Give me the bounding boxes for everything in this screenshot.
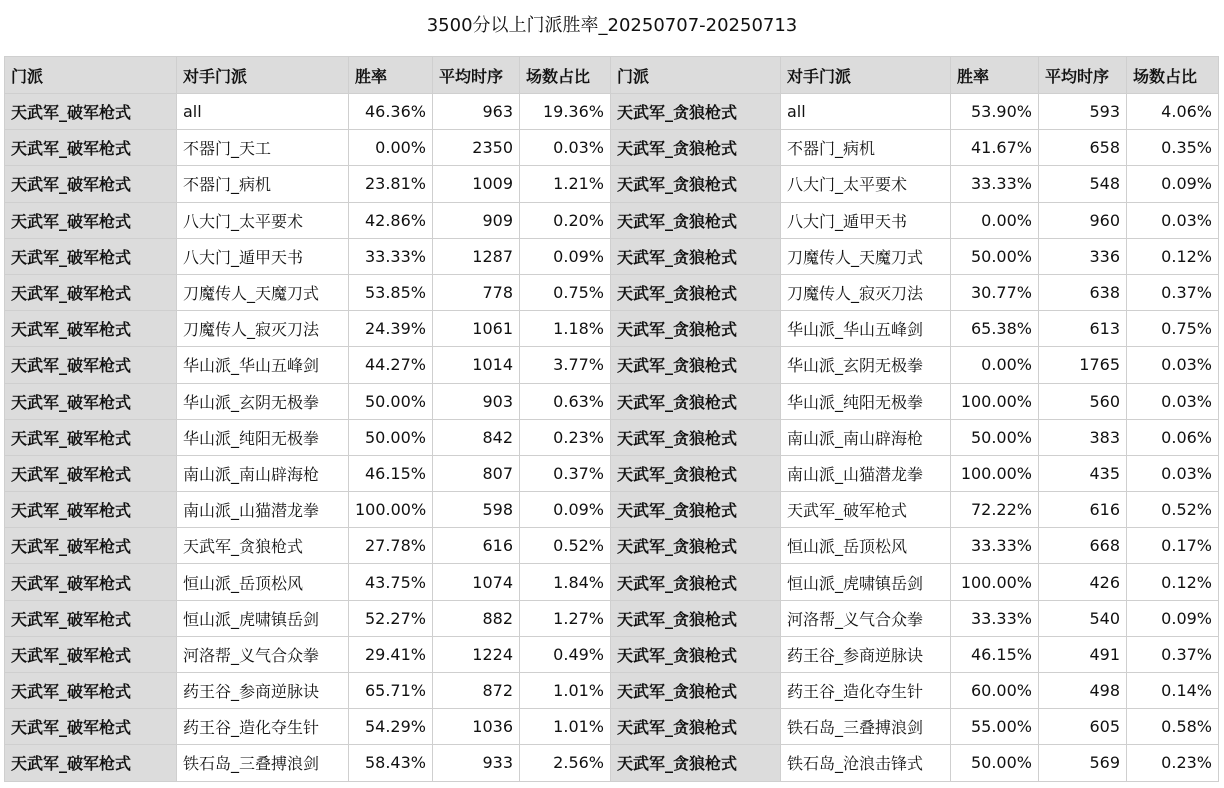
avg-time-cell[interactable]: 593 (1039, 94, 1127, 130)
avg-time-cell[interactable]: 491 (1039, 636, 1127, 672)
column-header[interactable]: 平均时序 (433, 57, 520, 94)
school-cell[interactable]: 天武军_破军枪式 (5, 673, 177, 709)
match-share-cell[interactable]: 0.37% (1127, 274, 1219, 310)
winrate-cell[interactable]: 23.81% (349, 166, 433, 202)
school-cell[interactable]: 天武军_贪狼枪式 (611, 347, 781, 383)
column-header[interactable]: 门派 (5, 57, 177, 94)
table-row (5, 166, 1219, 202)
avg-time-cell[interactable]: 540 (1039, 600, 1127, 636)
avg-time-cell[interactable]: 909 (433, 202, 520, 238)
header-row (5, 57, 1219, 94)
winrate-cell[interactable]: 50.00% (349, 383, 433, 419)
opponent-cell[interactable]: 华山派_玄阴无极拳 (781, 347, 951, 383)
match-share-cell[interactable]: 0.03% (1127, 347, 1219, 383)
school-cell[interactable]: 天武军_贪狼枪式 (611, 383, 781, 419)
avg-time-cell[interactable]: 658 (1039, 130, 1127, 166)
school-cell[interactable]: 天武军_贪狼枪式 (611, 492, 781, 528)
match-share-cell[interactable]: 0.52% (1127, 492, 1219, 528)
match-share-cell[interactable]: 2.56% (520, 745, 611, 781)
school-cell[interactable]: 天武军_破军枪式 (5, 455, 177, 491)
opponent-cell[interactable]: 不器门_天工 (177, 130, 349, 166)
opponent-cell[interactable]: all (781, 94, 951, 130)
opponent-cell[interactable]: 铁石岛_沧浪击锋式 (781, 745, 951, 781)
school-cell[interactable]: 天武军_贪狼枪式 (611, 636, 781, 672)
match-share-cell[interactable]: 0.12% (1127, 564, 1219, 600)
avg-time-cell[interactable]: 960 (1039, 202, 1127, 238)
avg-time-cell[interactable]: 933 (433, 745, 520, 781)
opponent-cell[interactable]: 药王谷_造化夺生针 (177, 709, 349, 745)
table-row (5, 311, 1219, 347)
opponent-cell[interactable]: 刀魔传人_天魔刀式 (781, 238, 951, 274)
school-cell[interactable]: 天武军_破军枪式 (5, 745, 177, 781)
match-share-cell[interactable]: 0.58% (1127, 709, 1219, 745)
avg-time-cell[interactable]: 569 (1039, 745, 1127, 781)
school-cell[interactable]: 天武军_贪狼枪式 (611, 202, 781, 238)
avg-time-cell[interactable]: 778 (433, 274, 520, 310)
avg-time-cell[interactable]: 842 (433, 419, 520, 455)
winrate-cell[interactable]: 58.43% (349, 745, 433, 781)
opponent-cell[interactable]: 河洛帮_义气合众拳 (177, 636, 349, 672)
winrate-cell[interactable]: 33.33% (951, 600, 1039, 636)
school-cell[interactable]: 天武军_贪狼枪式 (611, 745, 781, 781)
school-cell[interactable]: 天武军_破军枪式 (5, 130, 177, 166)
winrate-cell[interactable]: 0.00% (951, 202, 1039, 238)
opponent-cell[interactable]: 河洛帮_义气合众拳 (781, 600, 951, 636)
avg-time-cell[interactable]: 598 (433, 492, 520, 528)
opponent-cell[interactable]: 恒山派_虎啸镇岳剑 (781, 564, 951, 600)
avg-time-cell[interactable]: 963 (433, 94, 520, 130)
winrate-cell[interactable]: 53.85% (349, 274, 433, 310)
column-header[interactable]: 门派 (611, 57, 781, 94)
winrate-cell[interactable]: 41.67% (951, 130, 1039, 166)
column-header[interactable]: 场数占比 (1127, 57, 1219, 94)
opponent-cell[interactable]: 不器门_病机 (781, 130, 951, 166)
match-share-cell[interactable]: 0.63% (520, 383, 611, 419)
table-row (5, 130, 1219, 166)
school-cell[interactable]: 天武军_破军枪式 (5, 347, 177, 383)
column-header[interactable]: 胜率 (349, 57, 433, 94)
avg-time-cell[interactable]: 638 (1039, 274, 1127, 310)
avg-time-cell[interactable]: 435 (1039, 455, 1127, 491)
avg-time-cell[interactable]: 498 (1039, 673, 1127, 709)
winrate-cell[interactable]: 100.00% (349, 492, 433, 528)
match-share-cell[interactable]: 0.09% (520, 492, 611, 528)
winrate-cell[interactable]: 72.22% (951, 492, 1039, 528)
table-row (5, 202, 1219, 238)
school-cell[interactable]: 天武军_贪狼枪式 (611, 419, 781, 455)
match-share-cell[interactable]: 0.03% (1127, 383, 1219, 419)
winrate-cell[interactable]: 55.00% (951, 709, 1039, 745)
match-share-cell[interactable]: 19.36% (520, 94, 611, 130)
match-share-cell[interactable]: 0.09% (520, 238, 611, 274)
school-cell[interactable]: 天武军_破军枪式 (5, 564, 177, 600)
match-share-cell[interactable]: 1.84% (520, 564, 611, 600)
winrate-cell[interactable]: 43.75% (349, 564, 433, 600)
school-cell[interactable]: 天武军_破军枪式 (5, 383, 177, 419)
table-row (5, 492, 1219, 528)
avg-time-cell[interactable]: 807 (433, 455, 520, 491)
table-row (5, 238, 1219, 274)
opponent-cell[interactable]: 八大门_太平要术 (781, 166, 951, 202)
opponent-cell[interactable]: 华山派_纯阳无极拳 (781, 383, 951, 419)
winrate-cell[interactable]: 33.33% (951, 528, 1039, 564)
table-row (5, 94, 1219, 130)
match-share-cell[interactable]: 0.14% (1127, 673, 1219, 709)
avg-time-cell[interactable]: 605 (1039, 709, 1127, 745)
avg-time-cell[interactable]: 882 (433, 600, 520, 636)
avg-time-cell[interactable]: 613 (1039, 311, 1127, 347)
opponent-cell[interactable]: 铁石岛_三叠搏浪剑 (177, 745, 349, 781)
opponent-cell[interactable]: 恒山派_岳顶松风 (177, 564, 349, 600)
avg-time-cell[interactable]: 1287 (433, 238, 520, 274)
winrate-cell[interactable]: 50.00% (951, 745, 1039, 781)
match-share-cell[interactable]: 0.20% (520, 202, 611, 238)
match-share-cell[interactable]: 0.37% (1127, 636, 1219, 672)
avg-time-cell[interactable]: 1036 (433, 709, 520, 745)
winrate-cell[interactable]: 100.00% (951, 383, 1039, 419)
school-cell[interactable]: 天武军_贪狼枪式 (611, 673, 781, 709)
opponent-cell[interactable]: 南山派_南山辟海枪 (177, 455, 349, 491)
winrate-cell[interactable]: 0.00% (951, 347, 1039, 383)
school-cell[interactable]: 天武军_破军枪式 (5, 166, 177, 202)
match-share-cell[interactable]: 0.09% (1127, 600, 1219, 636)
column-header[interactable]: 场数占比 (520, 57, 611, 94)
match-share-cell[interactable]: 1.01% (520, 709, 611, 745)
opponent-cell[interactable]: 华山派_华山五峰剑 (781, 311, 951, 347)
winrate-cell[interactable]: 65.38% (951, 311, 1039, 347)
winrate-cell[interactable]: 27.78% (349, 528, 433, 564)
school-cell[interactable]: 天武军_破军枪式 (5, 709, 177, 745)
winrate-cell[interactable]: 60.00% (951, 673, 1039, 709)
column-header[interactable]: 对手门派 (177, 57, 349, 94)
school-cell[interactable]: 天武军_破军枪式 (5, 238, 177, 274)
column-header[interactable]: 平均时序 (1039, 57, 1127, 94)
school-cell[interactable]: 天武军_贪狼枪式 (611, 709, 781, 745)
table-row (5, 419, 1219, 455)
avg-time-cell[interactable]: 903 (433, 383, 520, 419)
opponent-cell[interactable]: 南山派_山猫潜龙拳 (177, 492, 349, 528)
table-row (5, 455, 1219, 491)
school-cell[interactable]: 天武军_破军枪式 (5, 202, 177, 238)
winrate-cell[interactable]: 100.00% (951, 455, 1039, 491)
column-header[interactable]: 对手门派 (781, 57, 951, 94)
winrate-cell[interactable]: 46.15% (349, 455, 433, 491)
avg-time-cell[interactable]: 383 (1039, 419, 1127, 455)
match-share-cell[interactable]: 0.17% (1127, 528, 1219, 564)
school-cell[interactable]: 天武军_破军枪式 (5, 528, 177, 564)
match-share-cell[interactable]: 0.52% (520, 528, 611, 564)
school-cell[interactable]: 天武军_破军枪式 (5, 94, 177, 130)
school-cell[interactable]: 天武军_破军枪式 (5, 600, 177, 636)
opponent-cell[interactable]: 南山派_南山辟海枪 (781, 419, 951, 455)
table-row (5, 564, 1219, 600)
table-row (5, 673, 1219, 709)
school-cell[interactable]: 天武军_破军枪式 (5, 492, 177, 528)
match-share-cell[interactable]: 1.18% (520, 311, 611, 347)
school-cell[interactable]: 天武军_破军枪式 (5, 311, 177, 347)
school-cell[interactable]: 天武军_贪狼枪式 (611, 600, 781, 636)
avg-time-cell[interactable]: 668 (1039, 528, 1127, 564)
opponent-cell[interactable]: 恒山派_岳顶松风 (781, 528, 951, 564)
match-share-cell[interactable]: 0.03% (1127, 202, 1219, 238)
match-share-cell[interactable]: 1.01% (520, 673, 611, 709)
opponent-cell[interactable]: 八大门_太平要术 (177, 202, 349, 238)
school-cell[interactable]: 天武军_破军枪式 (5, 274, 177, 310)
page-title: 3500分以上门派胜率_20250707-20250713 (426, 15, 798, 36)
opponent-cell[interactable]: 铁石岛_三叠搏浪剑 (781, 709, 951, 745)
opponent-cell[interactable]: 天武军_贪狼枪式 (177, 528, 349, 564)
opponent-cell[interactable]: 不器门_病机 (177, 166, 349, 202)
winrate-cell[interactable]: 29.41% (349, 636, 433, 672)
table-row (5, 709, 1219, 745)
avg-time-cell[interactable]: 1765 (1039, 347, 1127, 383)
winrate-cell[interactable]: 44.27% (349, 347, 433, 383)
opponent-cell[interactable]: 恒山派_虎啸镇岳剑 (177, 600, 349, 636)
winrate-cell[interactable]: 33.33% (951, 166, 1039, 202)
winrate-cell[interactable]: 30.77% (951, 274, 1039, 310)
winrate-cell[interactable]: 0.00% (349, 130, 433, 166)
table-row (5, 528, 1219, 564)
winrate-cell[interactable]: 65.71% (349, 673, 433, 709)
avg-time-cell[interactable]: 560 (1039, 383, 1127, 419)
winrate-table (4, 56, 1219, 782)
school-cell[interactable]: 天武军_贪狼枪式 (611, 166, 781, 202)
table-body (5, 94, 1219, 782)
winrate-cell[interactable]: 46.36% (349, 94, 433, 130)
opponent-cell[interactable]: 药王谷_参商逆脉诀 (781, 636, 951, 672)
opponent-cell[interactable]: 八大门_遁甲天书 (781, 202, 951, 238)
avg-time-cell[interactable]: 2350 (433, 130, 520, 166)
school-cell[interactable]: 天武军_贪狼枪式 (611, 528, 781, 564)
school-cell[interactable]: 天武军_贪狼枪式 (611, 274, 781, 310)
opponent-cell[interactable]: 药王谷_造化夺生针 (781, 673, 951, 709)
table-row (5, 600, 1219, 636)
match-share-cell[interactable]: 4.06% (1127, 94, 1219, 130)
avg-time-cell[interactable]: 616 (1039, 492, 1127, 528)
opponent-cell[interactable]: 刀魔传人_寂灭刀法 (781, 274, 951, 310)
avg-time-cell[interactable]: 1061 (433, 311, 520, 347)
avg-time-cell[interactable]: 548 (1039, 166, 1127, 202)
match-share-cell[interactable]: 0.37% (520, 455, 611, 491)
school-cell[interactable]: 天武军_破军枪式 (5, 636, 177, 672)
school-cell[interactable]: 天武军_贪狼枪式 (611, 94, 781, 130)
winrate-cell[interactable]: 24.39% (349, 311, 433, 347)
match-share-cell[interactable]: 0.35% (1127, 130, 1219, 166)
opponent-cell[interactable]: 八大门_遁甲天书 (177, 238, 349, 274)
opponent-cell[interactable]: 华山派_玄阴无极拳 (177, 383, 349, 419)
opponent-cell[interactable]: 天武军_破军枪式 (781, 492, 951, 528)
table-row (5, 636, 1219, 672)
avg-time-cell[interactable]: 1074 (433, 564, 520, 600)
match-share-cell[interactable]: 0.12% (1127, 238, 1219, 274)
winrate-cell[interactable]: 52.27% (349, 600, 433, 636)
match-share-cell[interactable]: 1.21% (520, 166, 611, 202)
match-share-cell[interactable]: 1.27% (520, 600, 611, 636)
match-share-cell[interactable]: 0.49% (520, 636, 611, 672)
avg-time-cell[interactable]: 872 (433, 673, 520, 709)
opponent-cell[interactable]: 刀魔传人_天魔刀式 (177, 274, 349, 310)
match-share-cell[interactable]: 0.09% (1127, 166, 1219, 202)
opponent-cell[interactable]: 华山派_纯阳无极拳 (177, 419, 349, 455)
avg-time-cell[interactable]: 336 (1039, 238, 1127, 274)
winrate-cell[interactable]: 50.00% (951, 238, 1039, 274)
avg-time-cell[interactable]: 426 (1039, 564, 1127, 600)
winrate-cell[interactable]: 42.86% (349, 202, 433, 238)
winrate-cell[interactable]: 53.90% (951, 94, 1039, 130)
match-share-cell[interactable]: 0.75% (520, 274, 611, 310)
school-cell[interactable]: 天武军_贪狼枪式 (611, 238, 781, 274)
match-share-cell[interactable]: 0.75% (1127, 311, 1219, 347)
match-share-cell[interactable]: 0.06% (1127, 419, 1219, 455)
opponent-cell[interactable]: 南山派_山猫潜龙拳 (781, 455, 951, 491)
winrate-cell[interactable]: 50.00% (349, 419, 433, 455)
match-share-cell[interactable]: 0.23% (520, 419, 611, 455)
table-row (5, 274, 1219, 310)
school-cell[interactable]: 天武军_贪狼枪式 (611, 564, 781, 600)
winrate-cell[interactable]: 100.00% (951, 564, 1039, 600)
winrate-cell[interactable]: 54.29% (349, 709, 433, 745)
match-share-cell[interactable]: 0.23% (1127, 745, 1219, 781)
avg-time-cell[interactable]: 1224 (433, 636, 520, 672)
table-row (5, 745, 1219, 781)
opponent-cell[interactable]: 刀魔传人_寂灭刀法 (177, 311, 349, 347)
avg-time-cell[interactable]: 1009 (433, 166, 520, 202)
match-share-cell[interactable]: 0.03% (1127, 455, 1219, 491)
table-row (5, 347, 1219, 383)
opponent-cell[interactable]: 华山派_华山五峰剑 (177, 347, 349, 383)
winrate-cell[interactable]: 46.15% (951, 636, 1039, 672)
opponent-cell[interactable]: all (177, 94, 349, 130)
avg-time-cell[interactable]: 616 (433, 528, 520, 564)
school-cell[interactable]: 天武军_贪狼枪式 (611, 311, 781, 347)
match-share-cell[interactable]: 3.77% (520, 347, 611, 383)
winrate-cell[interactable]: 50.00% (951, 419, 1039, 455)
column-header[interactable]: 胜率 (951, 57, 1039, 94)
winrate-cell[interactable]: 33.33% (349, 238, 433, 274)
table-row (5, 383, 1219, 419)
avg-time-cell[interactable]: 1014 (433, 347, 520, 383)
school-cell[interactable]: 天武军_贪狼枪式 (611, 455, 781, 491)
school-cell[interactable]: 天武军_贪狼枪式 (611, 130, 781, 166)
match-share-cell[interactable]: 0.03% (520, 130, 611, 166)
school-cell[interactable]: 天武军_破军枪式 (5, 419, 177, 455)
opponent-cell[interactable]: 药王谷_参商逆脉诀 (177, 673, 349, 709)
